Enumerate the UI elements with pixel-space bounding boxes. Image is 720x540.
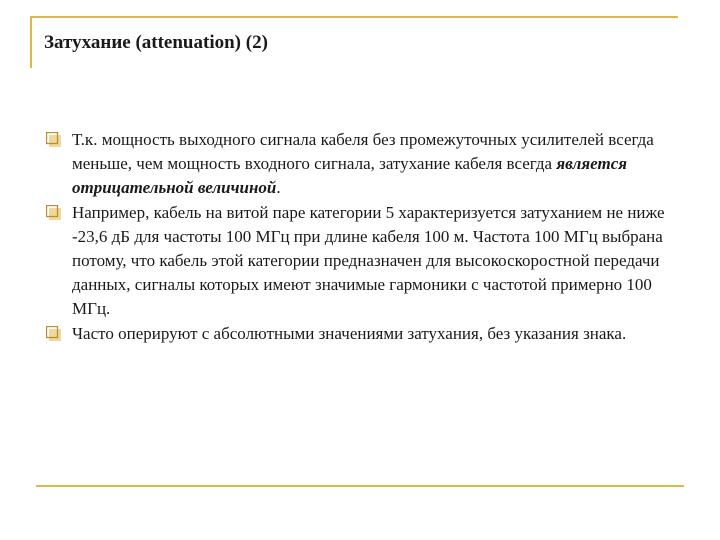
- bullet-text-1-emphasis: является отрицательной величиной: [72, 154, 628, 198]
- title-frame: [30, 16, 678, 68]
- bullet-text-1-start: Т.к. мощность выходного сигнала кабеля без промежуточных усилителей всегда меньше, чем мощность входного сигнала, затухание кабеля всегда: [72, 130, 654, 174]
- bullet-item-3: [44, 322, 694, 346]
- title-left-rule: [30, 16, 32, 68]
- bullet-text-2: Например, кабель на витой паре категории 5 характеризуется затуханием не ниже -23,6 дБ для частоты 100 МГц при длине кабеля 100 м. Частота 100 МГц выбрана потому, что кабель этой категории предназначен для высокоскоростной передачи данных, сигналы которых имеют значимые гармоники с частотой примерно 100 МГц.: [72, 202, 665, 319]
- slide-title: Затухание (attenuation) (2): [44, 32, 268, 53]
- checkbox-square-icon: [46, 205, 61, 220]
- bullet-text-1-end: .: [276, 178, 281, 198]
- checkbox-square-icon: [46, 326, 61, 341]
- bullet-text-3: Часто оперируют с абсолютными значениями затухания, без указания знака.: [72, 323, 627, 343]
- bullet-item-1: [44, 128, 694, 201]
- bullet-item-2: [44, 201, 694, 322]
- checkbox-square-icon: [46, 132, 61, 147]
- bullet-list: [44, 128, 694, 346]
- bottom-rule: [36, 485, 684, 487]
- title-top-rule: [30, 16, 678, 18]
